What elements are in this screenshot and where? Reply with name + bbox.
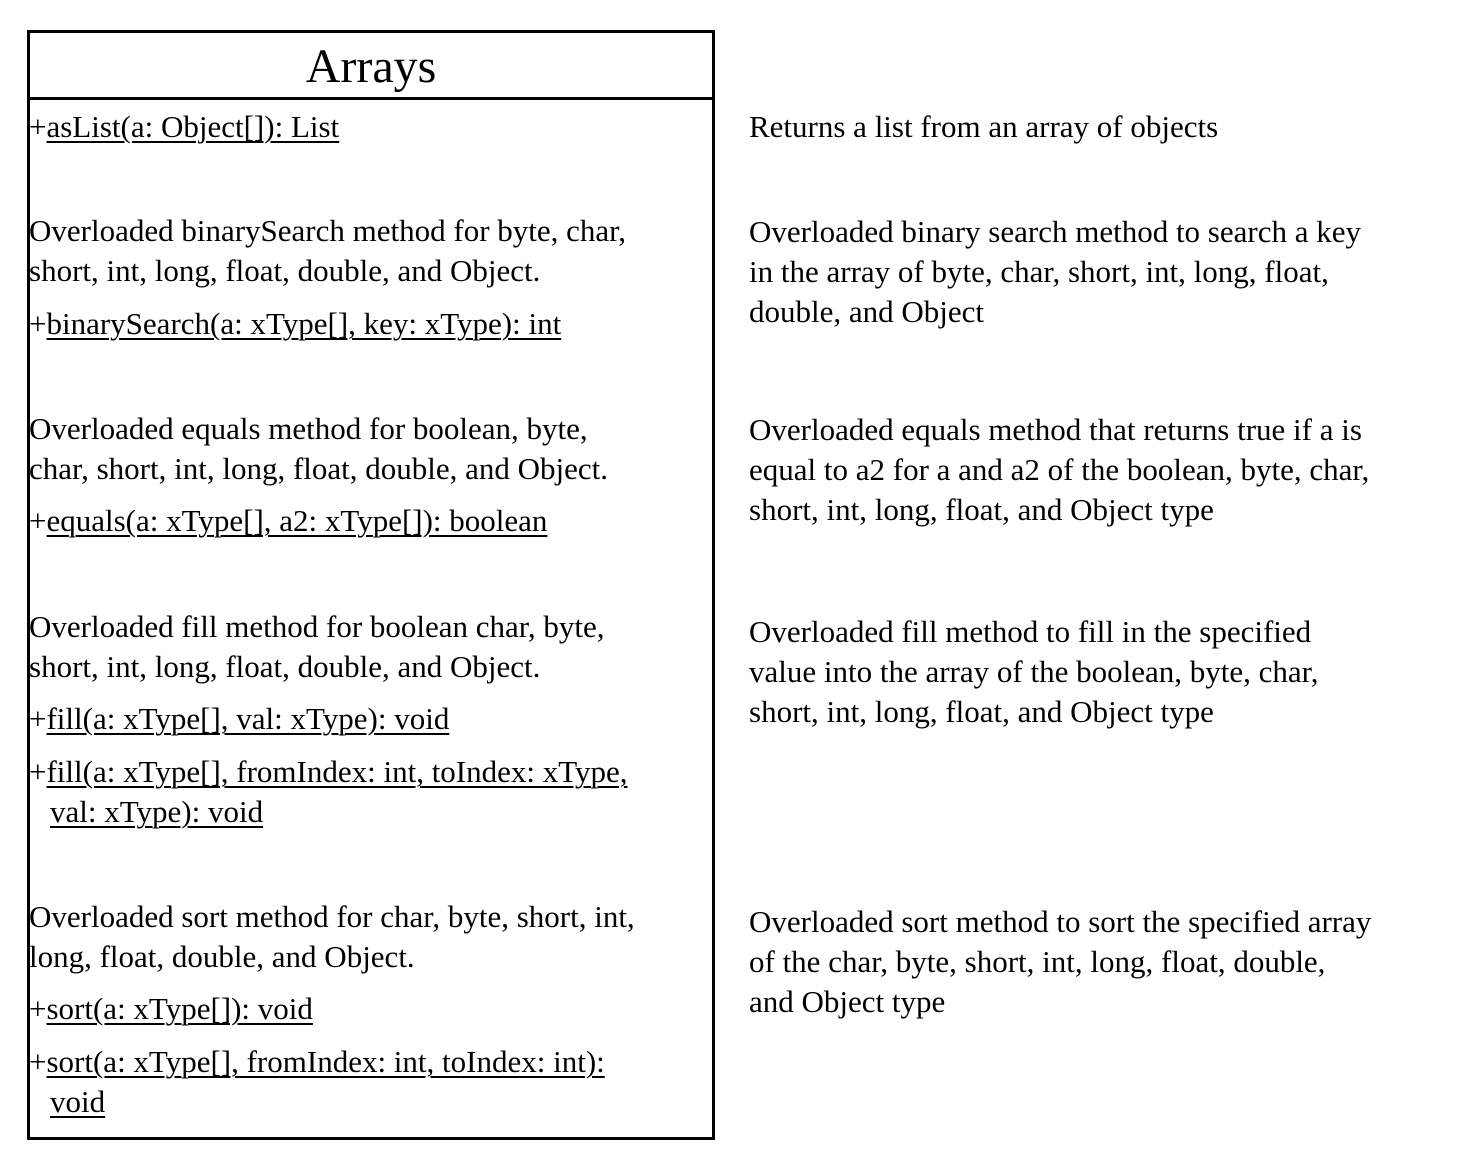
- note-binarysearch: [29, 211, 626, 291]
- description-equals: [749, 410, 1369, 530]
- visibility-public: +: [29, 109, 47, 144]
- description-line: Overloaded fill method to fill in the specified: [749, 614, 1312, 649]
- visibility-public: +: [29, 1044, 47, 1079]
- description-sort: [749, 902, 1371, 1022]
- method-sort-1: [29, 989, 313, 1029]
- description-line: Overloaded sort method to sort the specified array: [749, 904, 1372, 939]
- method-signature: sort(a: xType[]): void: [46, 991, 313, 1026]
- description-line: short, int, long, float, and Object type: [749, 694, 1214, 729]
- method-signature: fill(a: xType[], fromIndex: int, toIndex: xType,: [46, 754, 628, 789]
- description-fill: [749, 612, 1318, 732]
- description-aslist: [749, 107, 1218, 147]
- description-line: and Object type: [749, 984, 946, 1019]
- description-line: of the char, byte, short, int, long, float, double,: [749, 944, 1326, 979]
- visibility-public: +: [29, 991, 47, 1026]
- method-fill-2: [29, 752, 628, 832]
- method-signature: fill(a: xType[], val: xType): void: [46, 701, 450, 736]
- description-line: Overloaded binary search method to search a key: [749, 214, 1361, 249]
- description-line: equal to a2 for a and a2 of the boolean, byte, char,: [749, 452, 1370, 487]
- note-line: Overloaded sort method for char, byte, short, int,: [29, 899, 635, 934]
- description-line: double, and Object: [749, 294, 985, 329]
- method-signature-continuation: void: [50, 1084, 106, 1119]
- note-equals: [29, 409, 608, 489]
- method-signature: sort(a: xType[], fromIndex: int, toIndex: int):: [46, 1044, 605, 1079]
- note-fill: [29, 607, 605, 687]
- class-name: Arrays: [305, 40, 437, 93]
- note-line: Overloaded fill method for boolean char, byte,: [29, 609, 605, 644]
- method-aslist: [29, 107, 339, 147]
- note-line: char, short, int, long, float, double, and Object.: [29, 451, 609, 486]
- method-signature-continuation: val: xType): void: [50, 794, 264, 829]
- description-line: Overloaded equals method that returns true if a is: [749, 412, 1362, 447]
- description-line: Returns a list from an array of objects: [749, 109, 1219, 144]
- method-signature: binarySearch(a: xType[], key: xType): int: [46, 306, 562, 341]
- description-line: in the array of byte, char, short, int, long, float,: [749, 254, 1329, 289]
- note-line: short, int, long, float, double, and Object.: [29, 253, 541, 288]
- visibility-public: +: [29, 503, 47, 538]
- method-binarysearch: [29, 304, 561, 344]
- description-line: short, int, long, float, and Object type: [749, 492, 1214, 527]
- note-line: Overloaded equals method for boolean, byte,: [29, 411, 588, 446]
- note-line: long, float, double, and Object.: [29, 939, 415, 974]
- description-binarysearch: [749, 212, 1361, 332]
- note-line: short, int, long, float, double, and Object.: [29, 649, 541, 684]
- note-sort: [29, 897, 635, 977]
- visibility-public: +: [29, 701, 47, 736]
- visibility-public: +: [29, 306, 47, 341]
- class-header: [30, 33, 712, 100]
- visibility-public: +: [29, 754, 47, 789]
- note-line: Overloaded binarySearch method for byte, char,: [29, 213, 626, 248]
- method-sort-2: [29, 1042, 605, 1122]
- method-signature: asList(a: Object[]): List: [46, 109, 340, 144]
- description-line: value into the array of the boolean, byte, char,: [749, 654, 1319, 689]
- method-signature: equals(a: xType[], a2: xType[]): boolean: [46, 503, 548, 538]
- method-equals: [29, 501, 547, 541]
- method-fill-1: [29, 699, 449, 739]
